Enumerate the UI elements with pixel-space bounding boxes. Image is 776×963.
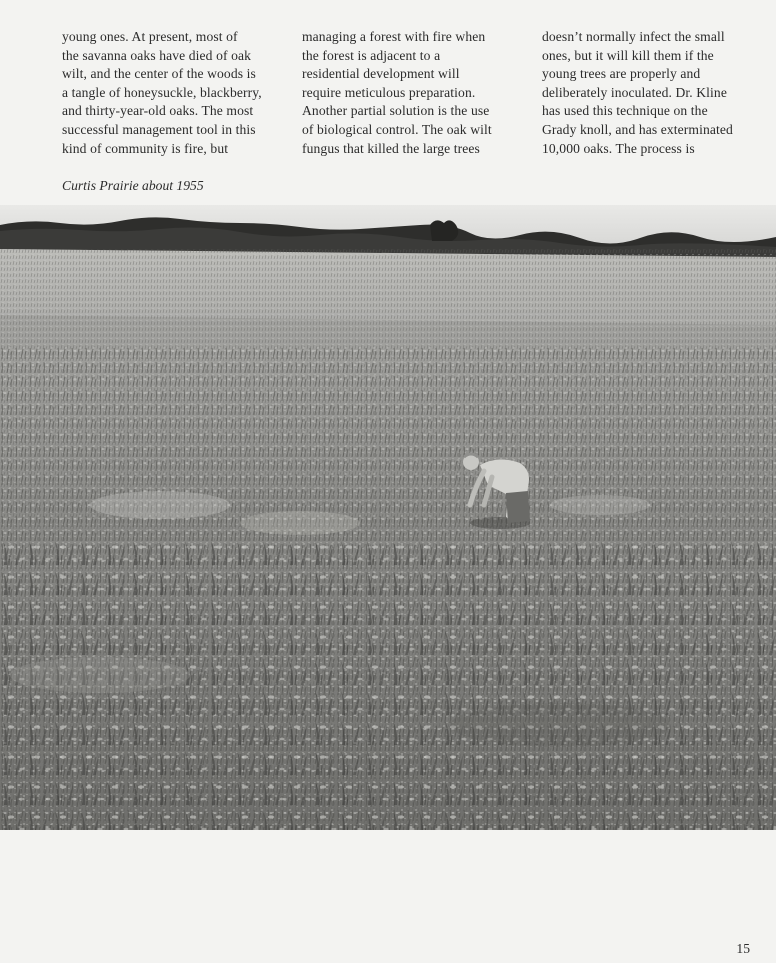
text-line: 10,000 oaks. The process is — [542, 140, 695, 156]
text-column-2 — [302, 28, 524, 158]
text-line: and thirty-year-old oaks. The most — [62, 103, 254, 119]
text-line: successful management tool in this — [62, 121, 256, 137]
text-line: fungus that killed the large trees — [302, 140, 480, 156]
text-line: of biological control. The oak wilt — [302, 121, 492, 137]
text-line: young ones. At present, most of — [62, 29, 238, 44]
prairie-photograph — [0, 205, 776, 830]
text-line: deliberately inoculated. Dr. Kline — [542, 84, 727, 100]
photo-caption: Curtis Prairie about 1955 — [62, 178, 204, 193]
text-column-1 — [62, 28, 284, 158]
text-line: residential development will — [302, 66, 460, 82]
text-line: managing a forest with fire when — [302, 29, 486, 44]
text-line: a tangle of honeysuckle, blackberry, — [62, 84, 262, 100]
paragraph — [302, 28, 524, 158]
text-columns — [62, 28, 762, 168]
text-line: require meticulous preparation. — [302, 84, 476, 100]
text-line: young trees are properly and — [542, 66, 701, 82]
text-line: the savanna oaks have died of oak — [62, 47, 252, 63]
paragraph — [62, 28, 284, 158]
text-line: the forest is adjacent to a — [302, 47, 441, 63]
text-line: doesn’t normally infect the small — [542, 29, 725, 44]
page-number: 15 — [736, 941, 750, 956]
text-line: kind of community is fire, but — [62, 140, 229, 156]
text-line: ones, but it will kill them if the — [542, 47, 714, 63]
text-line: has used this technique on the — [542, 103, 708, 119]
text-line: Grady knoll, and has exterminated — [542, 121, 733, 137]
text-column-3 — [542, 28, 764, 158]
text-line: Another partial solution is the use — [302, 103, 490, 119]
paragraph — [542, 28, 764, 158]
text-line: wilt, and the center of the woods is — [62, 66, 256, 82]
